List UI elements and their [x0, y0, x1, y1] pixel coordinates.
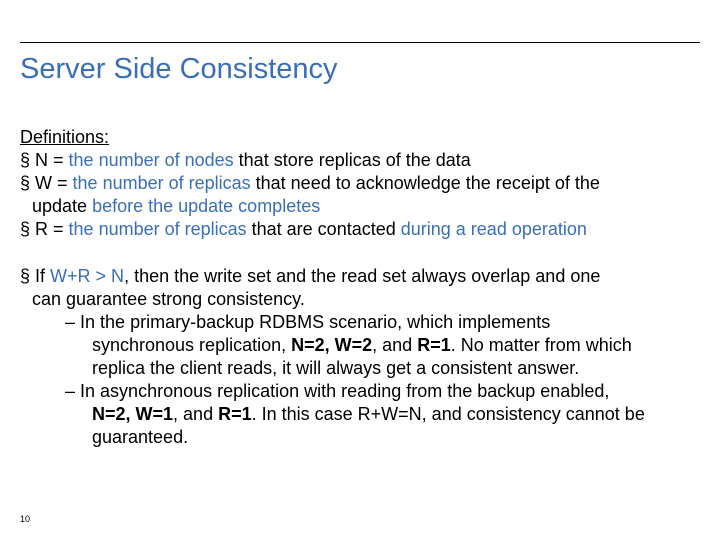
dash-icon: –	[65, 381, 76, 401]
bullet-icon: §	[20, 173, 31, 193]
sub-bullet-2-line3: guaranteed.	[92, 427, 189, 447]
sub-bullet-1: – In the primary-backup RDBMS scenario, which implements	[65, 312, 551, 332]
definition-r: § R = the number of replicas that are contacted during a read operation	[20, 219, 587, 239]
rule-bullet-cont: can guarantee strong consistency.	[32, 289, 305, 309]
sub-bullet-2-line2: N=2, W=1, and R=1. In this case R+W=N, and consistency cannot be	[92, 404, 645, 424]
sub-bullet-1-line3: replica the client reads, it will always get a consistent answer.	[92, 358, 580, 378]
bullet-icon: §	[20, 150, 31, 170]
page-number: 10	[20, 514, 31, 524]
definition-n: § N = the number of nodes that store replicas of the data	[20, 150, 471, 170]
rule-bullet: § If W+R > N, then the write set and the read set always overlap and one	[20, 266, 601, 286]
bullet-icon: §	[20, 266, 31, 286]
slide-title: Server Side Consistency	[20, 53, 338, 85]
sub-bullet-1-line2: synchronous replication, N=2, W=2, and R=1. No matter from which	[92, 335, 632, 355]
dash-icon: –	[65, 312, 76, 332]
title-divider	[20, 42, 700, 43]
spacer	[20, 241, 710, 265]
definition-w-cont: update before the update completes	[32, 196, 321, 216]
slide-body	[20, 126, 710, 449]
bullet-icon: §	[20, 219, 31, 239]
definitions-heading: Definitions:	[20, 127, 110, 147]
definition-w: § W = the number of replicas that need to acknowledge the receipt of the	[20, 173, 600, 193]
sub-bullet-2: – In asynchronous replication with reading from the backup enabled,	[65, 381, 610, 401]
